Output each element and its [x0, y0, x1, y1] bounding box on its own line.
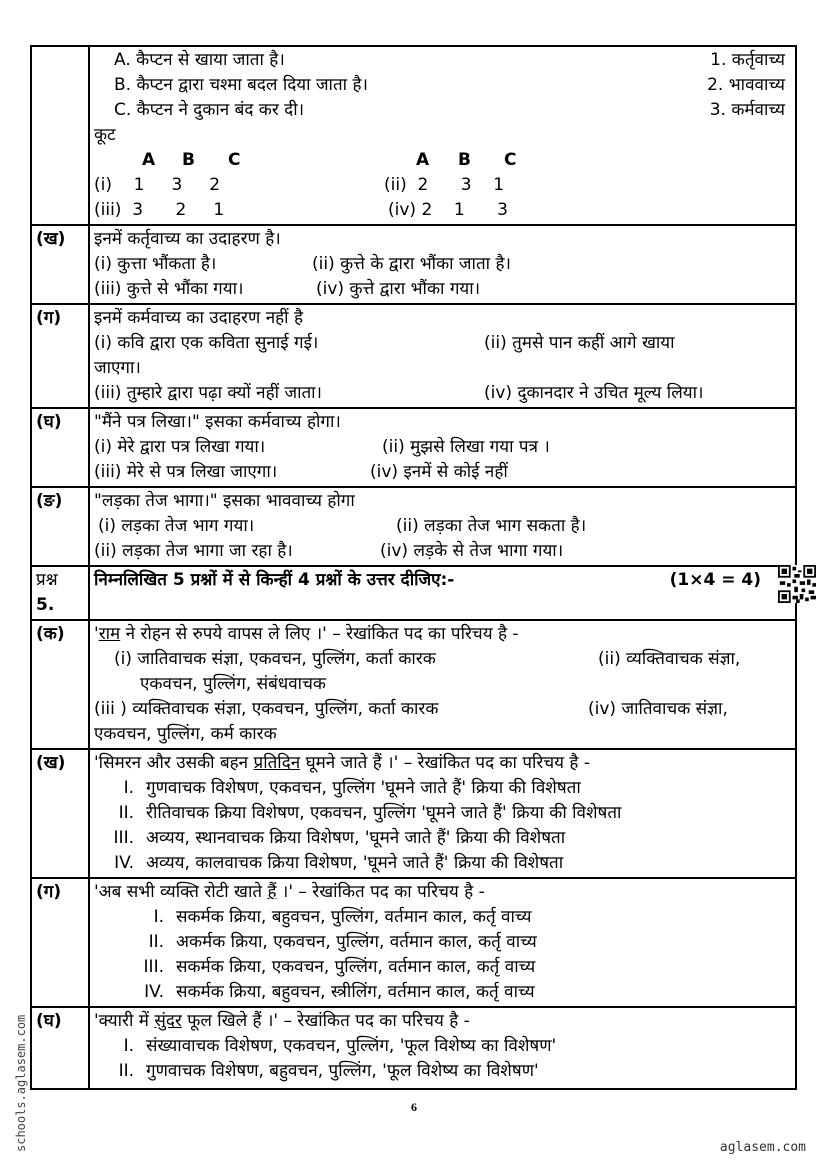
page-number: 6	[411, 1100, 417, 1114]
head-b: B	[458, 150, 471, 170]
option-line	[94, 776, 791, 801]
option-continued: एकवचन, पुल्लिंग, कर्म कारक	[94, 724, 277, 744]
option: सकर्मक क्रिया, बहुवचन, स्त्रीलिंग, वर्तमान काल, कर्तृ वाच्य	[176, 982, 535, 1002]
table-row	[31, 1007, 796, 1089]
code-header	[94, 148, 791, 173]
row-label-empty	[31, 46, 89, 225]
option: सकर्मक क्रिया, एकवचन, पुल्लिंग, वर्तमान काल, कर्तृ वाच्य	[176, 957, 536, 977]
code-line	[94, 198, 791, 223]
option-number: II.	[148, 932, 164, 952]
text: घूमने जाते हैं ।' – रेखांकित पद का परिचय है -	[300, 753, 590, 773]
statement-b: B. कैप्टन द्वारा चश्मा बदल दिया जाता है।	[114, 75, 368, 95]
question-text: "मैंने पत्र लिखा।" इसका कर्मवाच्य होगा।	[94, 412, 341, 432]
text: 'अब सभी व्यक्ति रोटी खाते	[94, 882, 268, 902]
option: रीतिवाचक क्रिया विशेषण, एकवचन, पुल्लिंग 'घूमने जाते हैं' क्रिया की विशेषता	[146, 803, 622, 823]
option: (i) कवि द्वारा एक कविता सुनाई गई।	[94, 333, 319, 353]
option-continued: एकवचन, पुल्लिंग, संबंधवाचक	[140, 674, 326, 694]
question-nga	[89, 487, 796, 566]
option-line	[94, 381, 791, 406]
text: फूल खिले हैं ।' – रेखांकित पद का परिचय है -	[181, 1011, 470, 1031]
option-number: I.	[123, 778, 134, 798]
underlined-word: प्रतिदिन	[253, 753, 301, 773]
match-3: 3. कर्मवाच्य	[709, 100, 785, 120]
option-iv: (iv) 2 1 3	[388, 200, 508, 220]
option-number: IV.	[114, 853, 134, 873]
underlined-word: राम	[98, 624, 121, 644]
head-b: B	[182, 150, 195, 170]
option-number: IV.	[144, 982, 164, 1002]
statement-c: C. कैप्टन ने दुकान बंद कर दी।	[114, 100, 305, 120]
question-5-ka	[89, 620, 796, 749]
table-row	[31, 225, 796, 304]
option-line	[94, 277, 791, 302]
option: (iii ) व्यक्तिवाचक संज्ञा, एकवचन, पुल्लिंग, कर्ता कारक	[94, 699, 439, 719]
question-5-kha	[89, 749, 796, 878]
match-line	[94, 48, 791, 73]
question-5-ga	[89, 878, 796, 1007]
option-line	[94, 826, 791, 851]
option-line	[94, 435, 791, 460]
row-label: (ख)	[31, 225, 89, 304]
match-question	[89, 46, 796, 225]
table-row	[31, 487, 796, 566]
option: (iv) कुत्ते द्वारा भौंका गया।	[316, 279, 481, 299]
head-a: A	[142, 150, 156, 170]
side-watermark: schools.aglasem.com	[14, 1014, 28, 1152]
option: गुणवाचक विशेषण, एकवचन, पुल्लिंग 'घूमने जाते हैं' क्रिया की विशेषता	[146, 778, 581, 798]
match-line	[94, 98, 791, 123]
option-line	[94, 1059, 791, 1084]
question-text	[94, 880, 791, 905]
option-line	[94, 980, 791, 1005]
table-row	[31, 46, 796, 225]
option-line	[94, 905, 791, 930]
option-line	[94, 851, 791, 876]
question-5-gha	[89, 1007, 796, 1089]
head-a: A	[416, 150, 430, 170]
option-i: (i) 1 3 2	[94, 175, 221, 195]
instruction-line	[94, 568, 791, 593]
row-label: (ग)	[31, 878, 89, 1007]
underlined-word: सुंदर	[154, 1011, 182, 1031]
option-iii: (iii) 3 2 1	[94, 200, 225, 220]
head-c: C	[504, 150, 517, 170]
option: (iii) तुम्हारे द्वारा पढ़ा क्यों नहीं जाता।	[94, 383, 323, 403]
table-row	[31, 566, 796, 620]
row-label: (ग)	[31, 304, 89, 408]
option-line	[94, 930, 791, 955]
option: (iv) जातिवाचक संज्ञा,	[588, 699, 728, 719]
row-label: (ङ)	[31, 487, 89, 566]
option: सकर्मक क्रिया, बहुवचन, पुल्लिंग, वर्तमान काल, कर्तृ वाच्य	[176, 907, 532, 927]
option: (ii) कुत्ते के द्वारा भौंका जाता है।	[312, 254, 511, 274]
option: (ii) मुझसे लिखा गया पत्र ।	[382, 437, 550, 457]
option-continued: जाएगा।	[94, 358, 141, 378]
option: (ii) व्यक्तिवाचक संज्ञा,	[598, 649, 741, 669]
question-text	[94, 1009, 791, 1034]
option-line	[94, 801, 791, 826]
question-text	[94, 751, 791, 776]
statement-a: A. कैप्टन से खाया जाता है।	[114, 50, 285, 70]
option: संख्यावाचक विशेषण, एकवचन, पुल्लिंग, 'फूल विशेष्य का विशेषण'	[146, 1036, 557, 1056]
option: (i) कुत्ता भौंकता है।	[94, 254, 217, 274]
option: अव्यय, स्थानवाचक क्रिया विशेषण, 'घूमने जाते हैं' क्रिया की विशेषता	[146, 828, 566, 848]
option: (ii) लड़का तेज भाग सकता है।	[396, 516, 587, 536]
option-number: III.	[113, 828, 134, 848]
option-line	[94, 460, 791, 485]
option-line	[94, 955, 791, 980]
question-kha	[89, 225, 796, 304]
option-line	[94, 539, 791, 564]
option-line	[94, 514, 791, 539]
table-row	[31, 749, 796, 878]
option: (ii) लड़का तेज भागा जा रहा है।	[94, 541, 293, 561]
row-label: (क)	[31, 620, 89, 749]
row-label: (ख)	[31, 749, 89, 878]
option-line	[94, 331, 791, 356]
option: अव्यय, कालवाचक क्रिया विशेषण, 'घूमने जाते हैं' क्रिया की विशेषता	[146, 853, 564, 873]
text: '	[94, 624, 99, 644]
question-text: इनमें कर्तृवाच्य का उदाहरण है।	[94, 229, 281, 249]
text: ने रोहन से रुपये वापस ले लिए ।' – रेखांकित पद का परिचय है -	[120, 624, 519, 644]
text: ।' – रेखांकित पद का परिचय है -	[276, 882, 485, 902]
option: (iv) इनमें से कोई नहीं	[370, 462, 508, 482]
bottom-watermark: aglasem.com	[719, 1140, 806, 1155]
table-row	[31, 304, 796, 408]
option: (ii) तुमसे पान कहीं आगे खाया	[484, 333, 675, 353]
option-number: I.	[123, 1036, 134, 1056]
question-label: प्रश्न	[36, 570, 58, 590]
table-row	[31, 408, 796, 487]
option-line	[94, 697, 791, 722]
table-row	[31, 620, 796, 749]
question-text: इनमें कर्मवाच्य का उदाहरण नहीं है	[94, 308, 304, 328]
option-number: II.	[118, 803, 134, 823]
option: (iv) लड़के से तेज भागा गया।	[380, 541, 564, 561]
instruction: निम्नलिखित 5 प्रश्नों में से किन्हीं 4 प्रश्नों के उत्तर दीजिए:-	[94, 570, 455, 590]
option: (iv) दुकानदार ने उचित मूल्य लिया।	[484, 383, 704, 403]
table-row	[31, 878, 796, 1007]
option: अकर्मक क्रिया, एकवचन, पुल्लिंग, वर्तमान काल, कर्तृ वाच्य	[176, 932, 537, 952]
option-ii: (ii) 2 3 1	[384, 175, 505, 195]
question-text: "लड़का तेज भागा।" इसका भाववाच्य होगा	[94, 491, 355, 511]
option: (iii) कुत्ते से भौंका गया।	[94, 279, 244, 299]
question-gha	[89, 408, 796, 487]
option: (i) जातिवाचक संज्ञा, एकवचन, पुल्लिंग, कर्ता कारक	[114, 649, 436, 669]
marks: (1×4 = 4)	[669, 570, 761, 590]
question-number: 5.	[36, 595, 55, 615]
question-table	[30, 45, 797, 1090]
option-line	[94, 1034, 791, 1059]
option-number: II.	[118, 1061, 134, 1081]
option-line	[94, 647, 791, 672]
underlined-word: हैं	[267, 882, 277, 902]
qr-code-icon	[778, 565, 816, 603]
option: (i) मेरे द्वारा पत्र लिखा गया।	[94, 437, 266, 457]
match-2: 2. भाववाच्य	[707, 75, 785, 95]
text: 'सिमरन और उसकी बहन	[94, 753, 254, 773]
head-c: C	[228, 150, 241, 170]
question-number-cell	[31, 566, 89, 620]
koot-label: कूट	[94, 125, 116, 145]
option: (iii) मेरे से पत्र लिखा जाएगा।	[94, 462, 278, 482]
text: 'क्यारी में	[94, 1011, 155, 1031]
question-ga	[89, 304, 796, 408]
match-line	[94, 73, 791, 98]
code-line	[94, 173, 791, 198]
row-label: (घ)	[31, 1007, 89, 1089]
option-number: I.	[153, 907, 164, 927]
row-label: (घ)	[31, 408, 89, 487]
option: (i) लड़का तेज भाग गया।	[98, 516, 255, 536]
question-text	[94, 622, 791, 647]
option-number: III.	[143, 957, 164, 977]
question-5-instruction	[89, 566, 796, 620]
option: गुणवाचक विशेषण, बहुवचन, पुल्लिंग, 'फूल विशेष्य का विशेषण'	[146, 1061, 539, 1081]
match-1: 1. कर्तृवाच्य	[710, 50, 785, 70]
option-line	[94, 252, 791, 277]
